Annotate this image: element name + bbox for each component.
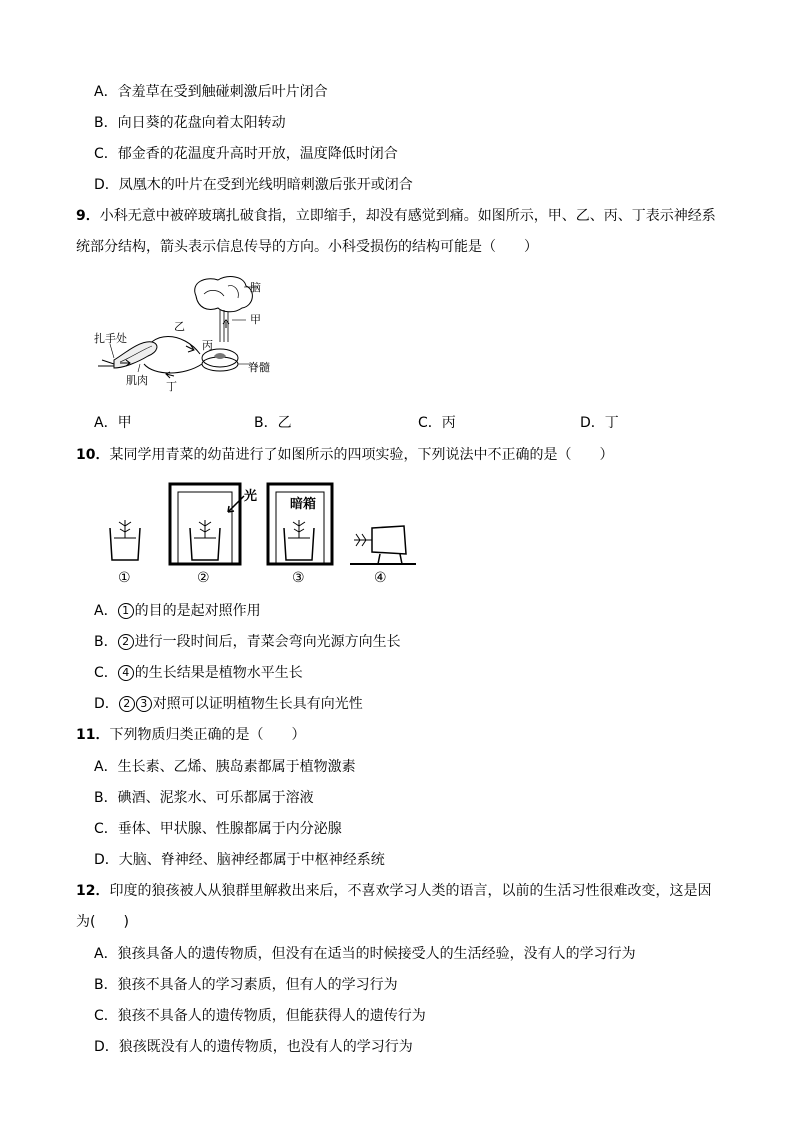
- label-bing: 丙: [202, 339, 213, 352]
- q9-option-c: C．丙: [418, 415, 456, 431]
- q11-option-d: D．大脑、脊神经、脑神经都属于中枢神经系统: [94, 852, 385, 868]
- q11-option-b: B．碘酒、泥浆水、可乐都属于溶液: [94, 790, 314, 806]
- pot-4: [350, 526, 416, 586]
- q12-option-b: B．狼孩不具备人的学习素质，但有人的学习行为: [94, 977, 398, 993]
- label-wound: 扎手处: [94, 332, 127, 345]
- q10-option-b: B． 2 进行一段时间后，青菜会弯向光源方向生长: [94, 634, 401, 650]
- q10-number: 10．: [76, 447, 110, 463]
- q8-option-b: B．向日葵的花盘向着太阳转动: [94, 115, 286, 131]
- seedling-experiment-figure: [100, 482, 420, 588]
- label-n1: ①: [118, 570, 131, 586]
- box-2: [170, 484, 257, 586]
- box-3: [268, 484, 332, 586]
- q8-option-d: D．凤凰木的叶片在受到光线明暗刺激后张开或闭合: [94, 177, 413, 193]
- q10-option-a: A． 1 的目的是起对照作用: [94, 603, 261, 619]
- label-n3: ③: [292, 570, 305, 586]
- q10-option-c: C． 4 的生长结果是植物水平生长: [94, 665, 303, 681]
- label-yi: 乙: [174, 320, 185, 333]
- q9-option-b: B．乙: [254, 415, 292, 431]
- label-brain: 脑: [250, 281, 261, 294]
- arm-shape: [114, 342, 157, 368]
- q8-option-c: C．郁金香的花温度升高时开放，温度降低时闭合: [94, 146, 398, 162]
- q11-number: 11．: [76, 727, 110, 743]
- label-light: 光: [244, 489, 258, 504]
- q11-stem: 11．下列物质归类正确的是（ ）: [76, 727, 306, 743]
- q9-stem-line2: 统部分结构，箭头表示信息传导的方向。小科受损伤的结构可能是（ ）: [76, 239, 538, 255]
- q9-option-a: A．甲: [94, 415, 132, 431]
- label-muscle: 肌肉: [126, 374, 148, 387]
- q9-option-d: D．丁: [580, 415, 619, 431]
- q10-stem: 10．某同学用青菜的幼苗进行了如图所示的四项实验，下列说法中不正确的是（ ）: [76, 447, 614, 463]
- brain-shape: [195, 277, 253, 312]
- q9-stem-line1: 9．小科无意中被碎玻璃扎破食指，立即缩手，却没有感觉到痛。如图所示，甲、乙、丙、丁表示神经系: [76, 208, 716, 224]
- q9-options: [94, 414, 714, 432]
- label-darkbox: 暗箱: [290, 497, 317, 512]
- label-n4: ④: [374, 570, 387, 586]
- label-n2: ②: [197, 570, 210, 586]
- q12-option-a: A．狼孩具备人的遗传物质，但没有在适当的时候接受人的生活经验，没有人的学习行为: [94, 946, 636, 962]
- beaker-1: [110, 520, 140, 586]
- q12-stem-line2: 为( ): [76, 914, 129, 930]
- label-jia: 甲: [250, 313, 261, 326]
- label-spinal: 脊髓: [248, 361, 270, 374]
- q11-option-c: C．垂体、甲状腺、性腺都属于内分泌腺: [94, 821, 342, 837]
- label-ding: 丁: [166, 380, 177, 393]
- q12-stem-line1: 12．印度的狼孩被人从狼群里解救出来后，不喜欢学习人类的语言，以前的生活习性很难改变，这是因: [76, 883, 712, 899]
- q8-option-a: A．含羞草在受到触碰刺激后叶片闭合: [94, 84, 328, 100]
- q9-number: 9．: [76, 208, 100, 224]
- q12-option-c: C．狼孩不具备人的遗传物质，但能获得人的遗传行为: [94, 1008, 426, 1024]
- q12-option-d: D．狼孩既没有人的遗传物质，也没有人的学习行为: [94, 1039, 413, 1055]
- q10-option-d: D． 2 3 对照可以证明植物生长具有向光性: [94, 696, 363, 712]
- q12-number: 12．: [76, 883, 110, 899]
- q11-option-a: A．生长素、乙烯、胰岛素都属于植物激素: [94, 759, 356, 775]
- nerve-reflex-figure: [94, 272, 284, 396]
